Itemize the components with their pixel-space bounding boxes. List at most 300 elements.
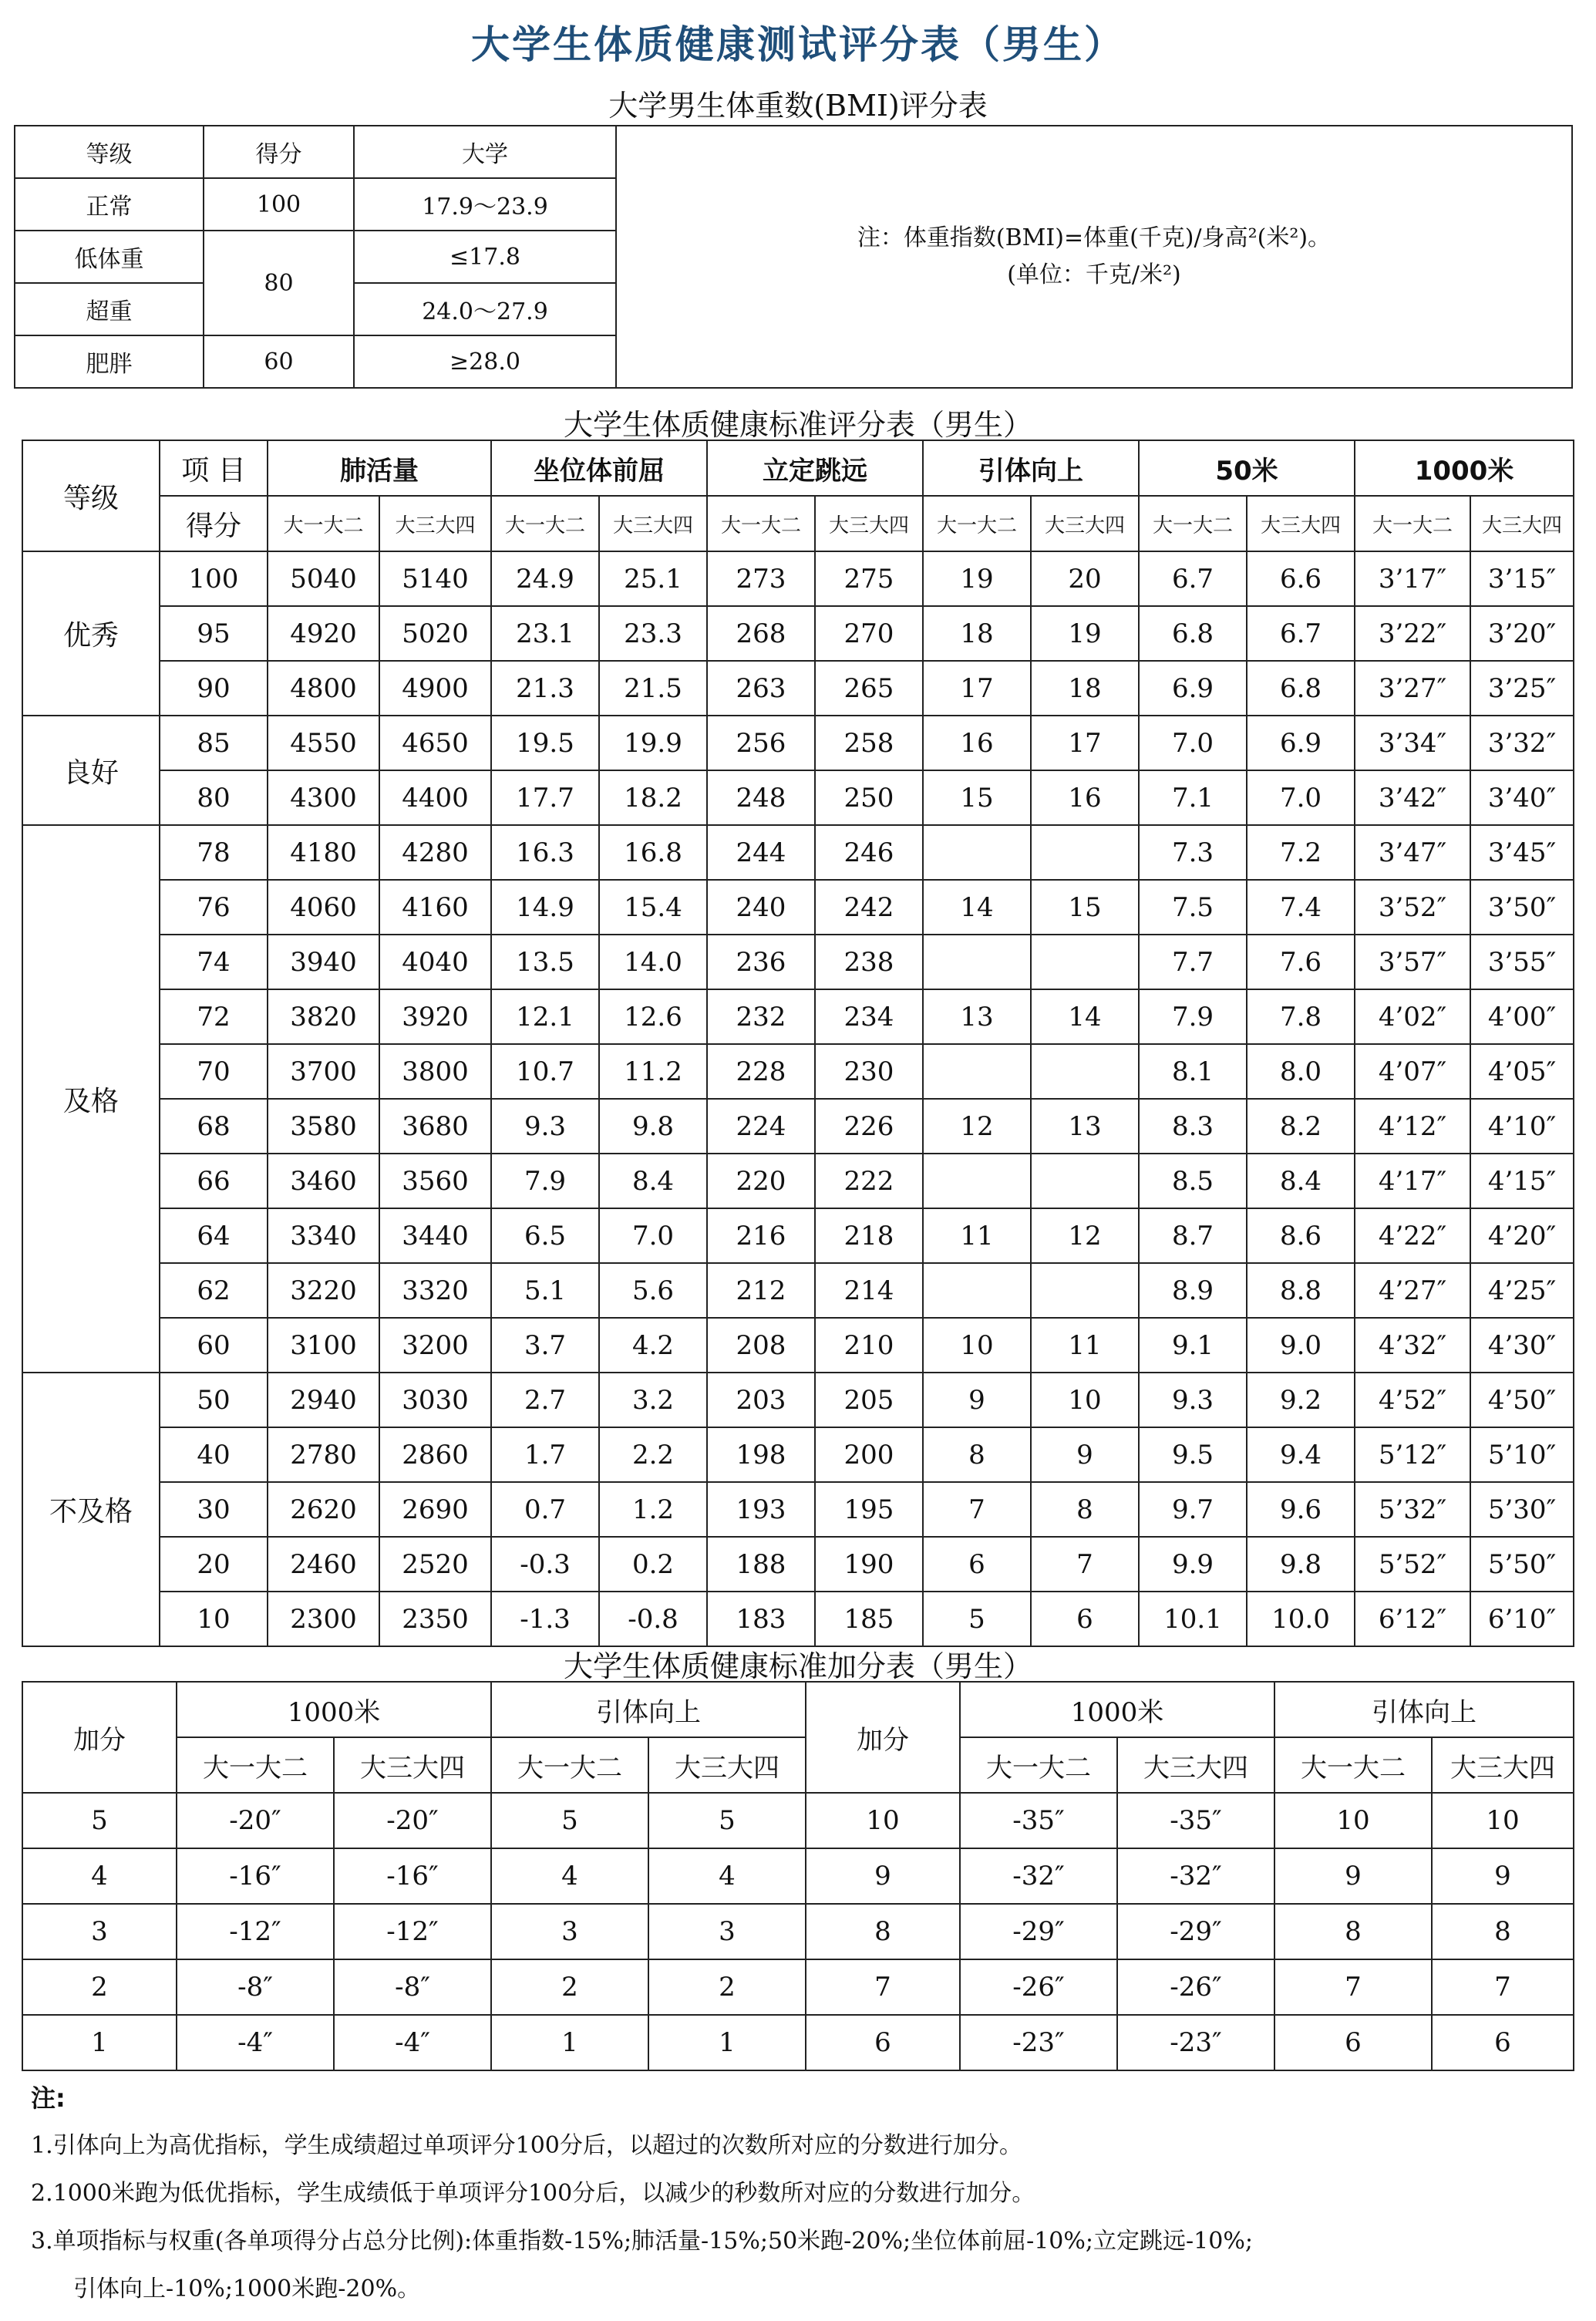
value-cell [1031, 1154, 1139, 1208]
value-cell: 183 [707, 1592, 815, 1646]
value-cell: 9.5 [1139, 1427, 1247, 1482]
bonus-subheader: 大三大四 [1117, 1737, 1274, 1793]
value-cell: 270 [815, 606, 923, 661]
value-cell: 3’27″ [1355, 661, 1470, 716]
value-cell: 5’32″ [1355, 1482, 1470, 1537]
value-cell [923, 1044, 1031, 1099]
value-cell: -20″ [177, 1793, 334, 1848]
note-item: 1.引体向上为高优指标，学生成绩超过单项评分100分后，以超过的次数所对应的分数进行加分。 [31, 2132, 1022, 2159]
value-cell: 7.1 [1139, 770, 1247, 825]
value-cell: 2690 [379, 1482, 491, 1537]
value-cell: 7.0 [1139, 716, 1247, 770]
bmi-note-unit: (单位：千克/米²) [1007, 261, 1181, 288]
value-cell: 256 [707, 716, 815, 770]
value-cell: -16″ [177, 1848, 334, 1904]
value-cell: 3’50″ [1470, 880, 1574, 935]
std-header-item: 项 目 [160, 440, 268, 496]
bonus-subheader: 大一大二 [491, 1737, 648, 1793]
notes [31, 2074, 1253, 2313]
std-subheader: 大一大二 [491, 496, 599, 551]
std-subheader: 大一大二 [1139, 496, 1247, 551]
bmi-range: 17.9～23.9 [354, 178, 616, 231]
value-cell: 21.3 [491, 661, 599, 716]
value-cell: 3’52″ [1355, 880, 1470, 935]
bonus-table-title: 大学生体质健康标准加分表（男生） [563, 1649, 1032, 1683]
value-cell: 3 [491, 1904, 648, 1959]
value-cell: 6.8 [1139, 606, 1247, 661]
value-cell: 5’50″ [1470, 1537, 1574, 1592]
value-cell: 9.6 [1247, 1482, 1355, 1537]
value-cell: 11.2 [599, 1044, 707, 1099]
value-cell: 203 [707, 1373, 815, 1427]
value-cell: 5140 [379, 551, 491, 606]
value-cell: 268 [707, 606, 815, 661]
value-cell: 6.6 [1247, 551, 1355, 606]
value-cell: 3’17″ [1355, 551, 1470, 606]
value-cell: 7.4 [1247, 880, 1355, 935]
value-cell: 8.3 [1139, 1099, 1247, 1154]
value-cell: 5’52″ [1355, 1537, 1470, 1592]
value-cell [923, 935, 1031, 989]
bmi-table-title: 大学男生体重数(BMI)评分表 [608, 89, 988, 123]
value-cell: 20 [1031, 551, 1139, 606]
bonus-points-cell: 10 [806, 1793, 960, 1848]
value-cell: 9.7 [1139, 1482, 1247, 1537]
value-cell: -16″ [334, 1848, 491, 1904]
note-item: 引体向上-10%;1000米跑-20%。 [73, 2276, 421, 2302]
note-item: 2.1000米跑为低优指标，学生成绩低于单项评分100分后，以减少的秒数所对应的分数进行加分。 [31, 2180, 1035, 2207]
value-cell: 9 [1432, 1848, 1574, 1904]
bonus-subheader: 大三大四 [1432, 1737, 1574, 1793]
score-cell: 76 [160, 880, 268, 935]
value-cell: 13.5 [491, 935, 599, 989]
value-cell: 185 [815, 1592, 923, 1646]
std-subheader: 大一大二 [707, 496, 815, 551]
value-cell [923, 1154, 1031, 1208]
value-cell: 10.7 [491, 1044, 599, 1099]
std-header-score: 得分 [160, 496, 268, 551]
value-cell: 4’07″ [1355, 1044, 1470, 1099]
bonus-subheader: 大三大四 [334, 1737, 491, 1793]
value-cell: 19 [1031, 606, 1139, 661]
value-cell: 3920 [379, 989, 491, 1044]
value-cell: -8″ [177, 1959, 334, 2015]
value-cell: -20″ [334, 1793, 491, 1848]
value-cell: 4’20″ [1470, 1208, 1574, 1263]
value-cell: 19 [923, 551, 1031, 606]
value-cell: 3’32″ [1470, 716, 1574, 770]
value-cell: 3’45″ [1470, 825, 1574, 880]
value-cell: 228 [707, 1044, 815, 1099]
value-cell: 10 [923, 1318, 1031, 1373]
value-cell: 6.7 [1247, 606, 1355, 661]
bonus-subheader: 大三大四 [648, 1737, 806, 1793]
bmi-grade: 肥胖 [15, 335, 204, 388]
value-cell: -1.3 [491, 1592, 599, 1646]
value-cell: -8″ [334, 1959, 491, 2015]
std-header-pullup: 引体向上 [923, 440, 1139, 496]
value-cell: 14 [923, 880, 1031, 935]
value-cell: 17.7 [491, 770, 599, 825]
value-cell: 18.2 [599, 770, 707, 825]
score-cell: 95 [160, 606, 268, 661]
value-cell: 8.0 [1247, 1044, 1355, 1099]
value-cell: 10.0 [1247, 1592, 1355, 1646]
value-cell: 16.3 [491, 825, 599, 880]
value-cell: 15 [923, 770, 1031, 825]
value-cell: 3820 [268, 989, 379, 1044]
std-subheader: 大三大四 [379, 496, 491, 551]
value-cell: 200 [815, 1427, 923, 1482]
bonus-points-cell: 3 [22, 1904, 177, 1959]
value-cell: 11 [923, 1208, 1031, 1263]
value-cell: 9.3 [491, 1099, 599, 1154]
value-cell: 193 [707, 1482, 815, 1537]
table-row [22, 770, 1574, 825]
score-cell: 72 [160, 989, 268, 1044]
std-subheader: 大三大四 [815, 496, 923, 551]
std-header-jump: 立定跳远 [707, 440, 923, 496]
table-row [22, 1373, 1574, 1427]
value-cell: 2300 [268, 1592, 379, 1646]
value-cell: 8.7 [1139, 1208, 1247, 1263]
value-cell: 9.2 [1247, 1373, 1355, 1427]
value-cell: 15 [1031, 880, 1139, 935]
value-cell: 220 [707, 1154, 815, 1208]
value-cell: 7 [923, 1482, 1031, 1537]
value-cell: 16 [1031, 770, 1139, 825]
grade-cell: 不及格 [22, 1373, 160, 1646]
value-cell: 5’10″ [1470, 1427, 1574, 1482]
score-cell: 90 [160, 661, 268, 716]
score-cell: 30 [160, 1482, 268, 1537]
value-cell: -0.8 [599, 1592, 707, 1646]
value-cell: 3’22″ [1355, 606, 1470, 661]
table-row [22, 1318, 1574, 1373]
bmi-header-score: 得分 [204, 126, 354, 178]
std-subheader: 大三大四 [1031, 496, 1139, 551]
std-header-50m: 50米 [1139, 440, 1355, 496]
value-cell: 5’30″ [1470, 1482, 1574, 1537]
value-cell: 208 [707, 1318, 815, 1373]
value-cell: 3320 [379, 1263, 491, 1318]
value-cell: 1.7 [491, 1427, 599, 1482]
value-cell: -35″ [1117, 1793, 1274, 1848]
value-cell: 4300 [268, 770, 379, 825]
value-cell: 9.3 [1139, 1373, 1247, 1427]
value-cell: 265 [815, 661, 923, 716]
value-cell: 4’27″ [1355, 1263, 1470, 1318]
bmi-note-formula: 注：体重指数(BMI)=体重(千克)/身高²(米²)。 [857, 224, 1332, 251]
value-cell: -29″ [960, 1904, 1117, 1959]
value-cell: 8.4 [1247, 1154, 1355, 1208]
bmi-grade: 正常 [15, 178, 204, 231]
value-cell: 258 [815, 716, 923, 770]
value-cell: 234 [815, 989, 923, 1044]
std-subheader: 大三大四 [599, 496, 707, 551]
value-cell: 3460 [268, 1154, 379, 1208]
value-cell: 14.9 [491, 880, 599, 935]
value-cell: 4’22″ [1355, 1208, 1470, 1263]
bonus-points-cell: 8 [806, 1904, 960, 1959]
value-cell: 14 [1031, 989, 1139, 1044]
value-cell: 24.9 [491, 551, 599, 606]
value-cell: 5040 [268, 551, 379, 606]
value-cell: 6 [1031, 1592, 1139, 1646]
table-row [22, 1537, 1574, 1592]
score-cell: 70 [160, 1044, 268, 1099]
value-cell: 6’10″ [1470, 1592, 1574, 1646]
value-cell: 10.1 [1139, 1592, 1247, 1646]
value-cell: 2350 [379, 1592, 491, 1646]
value-cell: 7.3 [1139, 825, 1247, 880]
value-cell: 230 [815, 1044, 923, 1099]
value-cell: 4’10″ [1470, 1099, 1574, 1154]
score-cell: 10 [160, 1592, 268, 1646]
value-cell: 4650 [379, 716, 491, 770]
bonus-header-pullup: 引体向上 [1274, 1682, 1574, 1737]
table-row [22, 1482, 1574, 1537]
value-cell: 7.7 [1139, 935, 1247, 989]
table-row [22, 1099, 1574, 1154]
bmi-range: ≥28.0 [354, 335, 616, 388]
value-cell: -23″ [960, 2015, 1117, 2070]
table-row [22, 1427, 1574, 1482]
value-cell: 3220 [268, 1263, 379, 1318]
value-cell: 4’02″ [1355, 989, 1470, 1044]
value-cell: -32″ [1117, 1848, 1274, 1904]
table-row [22, 825, 1574, 880]
value-cell: 4550 [268, 716, 379, 770]
value-cell: 8.6 [1247, 1208, 1355, 1263]
value-cell: 4.2 [599, 1318, 707, 1373]
value-cell: 5.1 [491, 1263, 599, 1318]
std-header-lung: 肺活量 [268, 440, 491, 496]
value-cell: 4280 [379, 825, 491, 880]
value-cell: 4’12″ [1355, 1099, 1470, 1154]
table-row [22, 989, 1574, 1044]
value-cell: 2520 [379, 1537, 491, 1592]
value-cell: 9 [1274, 1848, 1432, 1904]
value-cell: 205 [815, 1373, 923, 1427]
bonus-subheader: 大一大二 [177, 1737, 334, 1793]
value-cell: 6.8 [1247, 661, 1355, 716]
note-item: 3.单项指标与权重(各单项得分占总分比例):体重指数-15%;肺活量-15%;50米跑-20%;坐位体前屈-10%;立定跳远-10%; [31, 2228, 1253, 2255]
value-cell: 3’34″ [1355, 716, 1470, 770]
value-cell: 4040 [379, 935, 491, 989]
value-cell: 3340 [268, 1208, 379, 1263]
value-cell: 8.5 [1139, 1154, 1247, 1208]
value-cell: 3’15″ [1470, 551, 1574, 606]
bmi-score: 100 [204, 178, 354, 231]
value-cell: 10 [1031, 1373, 1139, 1427]
value-cell: 4’15″ [1470, 1154, 1574, 1208]
value-cell: 19.5 [491, 716, 599, 770]
value-cell: 195 [815, 1482, 923, 1537]
value-cell: 6 [1432, 2015, 1574, 2070]
std-subheader: 大一大二 [268, 496, 379, 551]
value-cell: 9 [1031, 1427, 1139, 1482]
value-cell: 14.0 [599, 935, 707, 989]
value-cell: 7.8 [1247, 989, 1355, 1044]
value-cell: 12 [923, 1099, 1031, 1154]
bonus-points-cell: 5 [22, 1793, 177, 1848]
value-cell: 275 [815, 551, 923, 606]
std-subheader: 大三大四 [1247, 496, 1355, 551]
table-row [22, 2015, 1574, 2070]
value-cell: 188 [707, 1537, 815, 1592]
value-cell: 7 [1432, 1959, 1574, 2015]
value-cell: 15.4 [599, 880, 707, 935]
value-cell: 7.5 [1139, 880, 1247, 935]
value-cell: 7.0 [599, 1208, 707, 1263]
value-cell: 222 [815, 1154, 923, 1208]
value-cell: 8 [1274, 1904, 1432, 1959]
value-cell: 13 [923, 989, 1031, 1044]
value-cell: 212 [707, 1263, 815, 1318]
grade-cell: 优秀 [22, 551, 160, 716]
score-cell: 20 [160, 1537, 268, 1592]
bonus-points-cell: 2 [22, 1959, 177, 2015]
value-cell: 3.2 [599, 1373, 707, 1427]
value-cell: 4’50″ [1470, 1373, 1574, 1427]
value-cell: 4’17″ [1355, 1154, 1470, 1208]
value-cell: 3’40″ [1470, 770, 1574, 825]
value-cell: 238 [815, 935, 923, 989]
value-cell: 10 [1274, 1793, 1432, 1848]
std-header-1000m: 1000米 [1355, 440, 1574, 496]
value-cell: 19.9 [599, 716, 707, 770]
value-cell: 1.2 [599, 1482, 707, 1537]
value-cell: 3’57″ [1355, 935, 1470, 989]
value-cell: 236 [707, 935, 815, 989]
value-cell: -32″ [960, 1848, 1117, 1904]
value-cell: 2 [648, 1959, 806, 2015]
value-cell: 232 [707, 989, 815, 1044]
value-cell: 2.2 [599, 1427, 707, 1482]
value-cell: 3680 [379, 1099, 491, 1154]
value-cell: 12 [1031, 1208, 1139, 1263]
value-cell: 4’25″ [1470, 1263, 1574, 1318]
value-cell: 18 [1031, 661, 1139, 716]
value-cell: 7.6 [1247, 935, 1355, 989]
value-cell: 7.9 [1139, 989, 1247, 1044]
table-row [22, 935, 1574, 989]
bonus-header-1000m: 1000米 [960, 1682, 1274, 1737]
bonus-subheader: 大一大二 [960, 1737, 1117, 1793]
value-cell: 6’12″ [1355, 1592, 1470, 1646]
table-row [22, 880, 1574, 935]
grade-cell: 良好 [22, 716, 160, 825]
value-cell: 3200 [379, 1318, 491, 1373]
value-cell: 6.7 [1139, 551, 1247, 606]
table-row [22, 1848, 1574, 1904]
value-cell: 4400 [379, 770, 491, 825]
bonus-header-points: 加分 [22, 1682, 177, 1793]
value-cell: 3700 [268, 1044, 379, 1099]
value-cell: 9.8 [599, 1099, 707, 1154]
value-cell: 8.2 [1247, 1099, 1355, 1154]
value-cell: 0.2 [599, 1537, 707, 1592]
table-row [22, 1263, 1574, 1318]
value-cell: 21.5 [599, 661, 707, 716]
bmi-grade: 低体重 [15, 231, 204, 283]
value-cell: 6.5 [491, 1208, 599, 1263]
bonus-points-cell: 9 [806, 1848, 960, 1904]
value-cell: 9.0 [1247, 1318, 1355, 1373]
value-cell: 8.4 [599, 1154, 707, 1208]
value-cell: 5 [923, 1592, 1031, 1646]
value-cell [1031, 825, 1139, 880]
value-cell: 5 [648, 1793, 806, 1848]
bmi-score: 60 [204, 335, 354, 388]
value-cell: 2780 [268, 1427, 379, 1482]
value-cell [1031, 935, 1139, 989]
table-row [22, 1044, 1574, 1099]
value-cell: 1 [648, 2015, 806, 2070]
value-cell: 11 [1031, 1318, 1139, 1373]
score-cell: 64 [160, 1208, 268, 1263]
value-cell: 6 [1274, 2015, 1432, 2070]
score-cell: 78 [160, 825, 268, 880]
value-cell: 246 [815, 825, 923, 880]
value-cell: 9.4 [1247, 1427, 1355, 1482]
bonus-header-points: 加分 [806, 1682, 960, 1793]
value-cell: 3100 [268, 1318, 379, 1373]
value-cell: 218 [815, 1208, 923, 1263]
standard-table-title: 大学生体质健康标准评分表（男生） [563, 408, 1032, 442]
value-cell: 16 [923, 716, 1031, 770]
score-cell: 100 [160, 551, 268, 606]
value-cell: 4’32″ [1355, 1318, 1470, 1373]
value-cell: -29″ [1117, 1904, 1274, 1959]
value-cell: 9.1 [1139, 1318, 1247, 1373]
value-cell: 4920 [268, 606, 379, 661]
value-cell: 4160 [379, 880, 491, 935]
bmi-note [616, 126, 1572, 388]
table-row [22, 1793, 1574, 1848]
bonus-header-pullup: 引体向上 [491, 1682, 806, 1737]
score-cell: 40 [160, 1427, 268, 1482]
value-cell: 4180 [268, 825, 379, 880]
table-row [22, 661, 1574, 716]
value-cell: -35″ [960, 1793, 1117, 1848]
value-cell: 273 [707, 551, 815, 606]
value-cell: -12″ [177, 1904, 334, 1959]
value-cell: 9.9 [1139, 1537, 1247, 1592]
score-cell: 74 [160, 935, 268, 989]
value-cell: 16.8 [599, 825, 707, 880]
value-cell: 3800 [379, 1044, 491, 1099]
bmi-header-range: 大学 [354, 126, 616, 178]
value-cell: 23.1 [491, 606, 599, 661]
bonus-header-1000m: 1000米 [177, 1682, 491, 1737]
bonus-subheader: 大一大二 [1274, 1737, 1432, 1793]
value-cell: 8.8 [1247, 1263, 1355, 1318]
value-cell: 2.7 [491, 1373, 599, 1427]
std-subheader: 大一大二 [923, 496, 1031, 551]
value-cell: 5’12″ [1355, 1427, 1470, 1482]
value-cell: 210 [815, 1318, 923, 1373]
value-cell: 9 [923, 1373, 1031, 1427]
value-cell: 3580 [268, 1099, 379, 1154]
value-cell: 250 [815, 770, 923, 825]
value-cell: 7.9 [491, 1154, 599, 1208]
value-cell: 12.1 [491, 989, 599, 1044]
value-cell: 6.9 [1247, 716, 1355, 770]
value-cell: 4060 [268, 880, 379, 935]
value-cell: 248 [707, 770, 815, 825]
